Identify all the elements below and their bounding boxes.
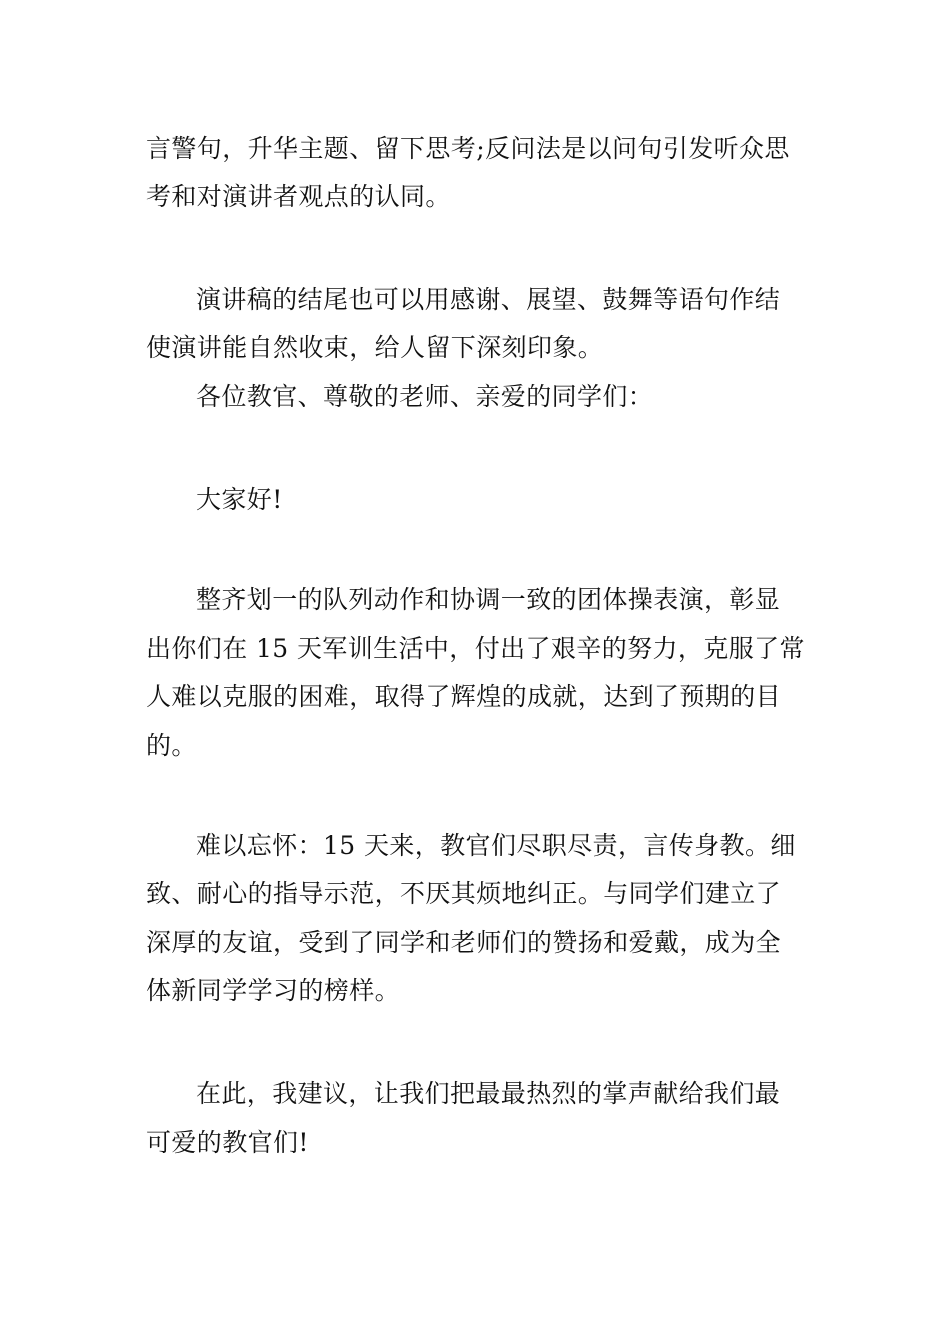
text-line: 体新同学学习的榜样。 bbox=[146, 976, 401, 1005]
text-line: 言警句，升华主题、留下思考;反问法是以问句引发听众思 bbox=[146, 134, 790, 163]
text-line: 可爱的教官们! bbox=[146, 1128, 309, 1157]
paragraph-start-line: 演讲稿的结尾也可以用感谢、展望、鼓舞等语句作结 bbox=[196, 285, 781, 314]
text-line: 深厚的友谊，受到了同学和老师们的赞扬和爱戴，成为全 bbox=[146, 928, 782, 957]
text-line: 致、耐心的指导示范，不厌其烦地纠正。与同学们建立了 bbox=[146, 879, 782, 908]
text-line: 的。 bbox=[146, 731, 197, 760]
text-line: 出你们在 15 天军训生活中，付出了艰辛的努力，克服了常 bbox=[146, 634, 805, 663]
paragraph-start-line: 难以忘怀：15 天来，教官们尽职尽责，言传身教。细 bbox=[196, 831, 796, 860]
text-line: 使演讲能自然收束，给人留下深刻印象。 bbox=[146, 333, 604, 362]
paragraph-start-line: 整齐划一的队列动作和协调一致的团体操表演，彰显 bbox=[196, 585, 781, 614]
salutation: 各位教官、尊敬的老师、亲爱的同学们： bbox=[196, 382, 654, 411]
text-line: 人难以克服的困难，取得了辉煌的成就，达到了预期的目 bbox=[146, 682, 782, 711]
greeting: 大家好! bbox=[196, 485, 283, 514]
text-line: 考和对演讲者观点的认同。 bbox=[146, 182, 451, 211]
paragraph-start-line: 在此，我建议，让我们把最最热烈的掌声献给我们最 bbox=[196, 1079, 781, 1108]
